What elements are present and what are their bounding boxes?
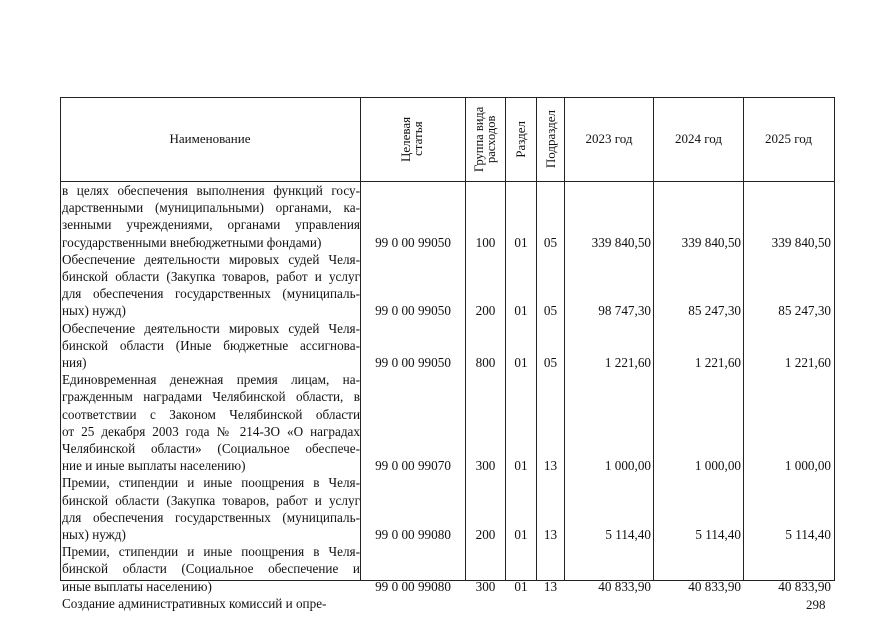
header-subsection (537, 97, 564, 181)
cell-y2024: 85 247,30 (688, 303, 741, 319)
row-name (62, 251, 360, 320)
cell-target: 99 0 00 99080 (375, 578, 451, 594)
cell-y2025: 1 221,60 (784, 355, 831, 370)
cell-y2023: 98 747,30 (598, 303, 651, 319)
header-target-label: Целевая статья (398, 116, 425, 162)
cell-section: 01 (514, 527, 528, 542)
header-2023 (565, 97, 653, 181)
cell-y2025: 40 833,90 (778, 578, 831, 594)
row-name-line: в целях обеспечения выполнения функций госу- (62, 183, 360, 198)
row-name-line: иные выплаты населению) (62, 578, 212, 594)
row-name-line: гражденным наградами Челябинской области, в (62, 389, 360, 405)
row-name (62, 543, 360, 595)
row-name-line: бинской области (Иные бюджетные ассигнова- (62, 337, 360, 353)
header-target (361, 97, 465, 181)
cell-subsection: 13 (543, 527, 558, 542)
cell-subsection: 05 (543, 303, 558, 319)
cell-subsection: 13 (543, 578, 558, 594)
row-name-line: ния) (62, 354, 87, 370)
cell-y2023: 1 000,00 (604, 458, 651, 474)
row-name-line: Создание административных комиссий и опре- (62, 595, 327, 611)
row-name-line: соответствии с Законом Челябинской области (62, 406, 360, 422)
row-name-line: от 25 декабря 2003 года № 214-ЗО «О наградах (62, 423, 360, 439)
row-name-line: ных) нужд) (62, 303, 126, 319)
header-group-label: Группа вида расходов (471, 106, 498, 172)
cell-group: 100 (475, 234, 496, 250)
row-name-line: Обеспечение деятельности мировых судей Челя- (62, 320, 360, 336)
cell-target: 99 0 00 99080 (375, 527, 451, 542)
row-name-line: зенными учреждениями, органами управления (62, 217, 360, 233)
cell-subsection: 13 (543, 458, 558, 474)
row-name-line: ние и иные выплаты населению) (62, 458, 246, 474)
cell-target: 99 0 00 99050 (375, 234, 451, 250)
row-name-line: бинской области (Социальное обеспечение и (62, 561, 360, 577)
cell-section: 01 (514, 355, 528, 370)
cell-y2024: 40 833,90 (688, 578, 741, 594)
row-name (62, 182, 360, 251)
cell-target: 99 0 00 99070 (375, 458, 451, 474)
row-name (62, 371, 360, 474)
row-name-line: Премии, стипендии и иные поощрения в Челя- (62, 544, 360, 560)
cell-y2025: 339 840,50 (771, 234, 831, 250)
row-name (62, 474, 360, 543)
row-name-line: государственными внебюджетными фондами) (62, 234, 322, 250)
row-name (62, 320, 360, 372)
cell-group: 200 (475, 527, 496, 542)
cell-y2023: 339 840,50 (591, 234, 651, 250)
row-name-line: дарственными (муниципальными) органами, ка- (62, 200, 360, 216)
row-name-line: Челябинской области» (Социальное обеспече- (62, 440, 360, 456)
row-name-line: бинской области (Закупка товаров, работ и услуг (62, 492, 360, 508)
cell-section: 01 (514, 303, 528, 319)
cell-group: 300 (475, 578, 496, 594)
header-2023-label: 2023 год (585, 131, 633, 146)
row-name-line: для обеспечения государственных (муниципаль- (62, 286, 360, 302)
cell-y2025: 1 000,00 (784, 458, 831, 474)
row-name-line: Премии, стипендии и иные поощрения в Челя- (62, 475, 360, 491)
cell-subsection: 05 (543, 234, 558, 250)
header-2024 (654, 97, 743, 181)
cell-section: 01 (514, 578, 528, 594)
header-section (506, 97, 536, 181)
cell-section: 01 (514, 458, 528, 474)
cell-subsection: 05 (543, 355, 558, 370)
cell-group: 800 (475, 355, 496, 370)
row-name-line: бинской области (Закупка товаров, работ и услуг (62, 268, 360, 284)
cell-y2025: 5 114,40 (785, 527, 831, 542)
row-name-line: Единовременная денежная премия лицам, на- (62, 372, 360, 388)
cell-section: 01 (514, 234, 528, 250)
row-name-line: Обеспечение деятельности мировых судей Челя- (62, 251, 360, 267)
header-2025-label: 2025 год (765, 131, 812, 146)
row-name-line: ных) нужд) (62, 526, 126, 542)
header-name-label: Наименование (169, 131, 251, 146)
header-subsection-label: Подраздел (542, 109, 558, 169)
cell-y2024: 1 221,60 (694, 355, 741, 370)
page-number: 298 (806, 597, 826, 612)
header-2025 (744, 97, 833, 181)
cell-y2023: 1 221,60 (604, 355, 651, 370)
header-section-label: Раздел (513, 120, 528, 158)
header-group (466, 97, 505, 181)
cell-group: 200 (475, 303, 496, 319)
cell-target: 99 0 00 99050 (375, 303, 451, 319)
header-name (60, 97, 360, 181)
cell-y2024: 5 114,40 (695, 527, 741, 542)
row-name-line: для обеспечения государственных (муниципаль- (62, 509, 360, 525)
cell-y2025: 85 247,30 (778, 303, 831, 319)
cell-y2023: 5 114,40 (605, 527, 651, 542)
cell-group: 300 (475, 458, 496, 474)
header-2024-label: 2024 год (675, 131, 722, 146)
cell-target: 99 0 00 99050 (375, 355, 451, 370)
cell-y2024: 339 840,50 (681, 234, 741, 250)
cell-y2023: 40 833,90 (598, 578, 651, 594)
row-name (62, 595, 360, 612)
cell-y2024: 1 000,00 (694, 458, 741, 474)
